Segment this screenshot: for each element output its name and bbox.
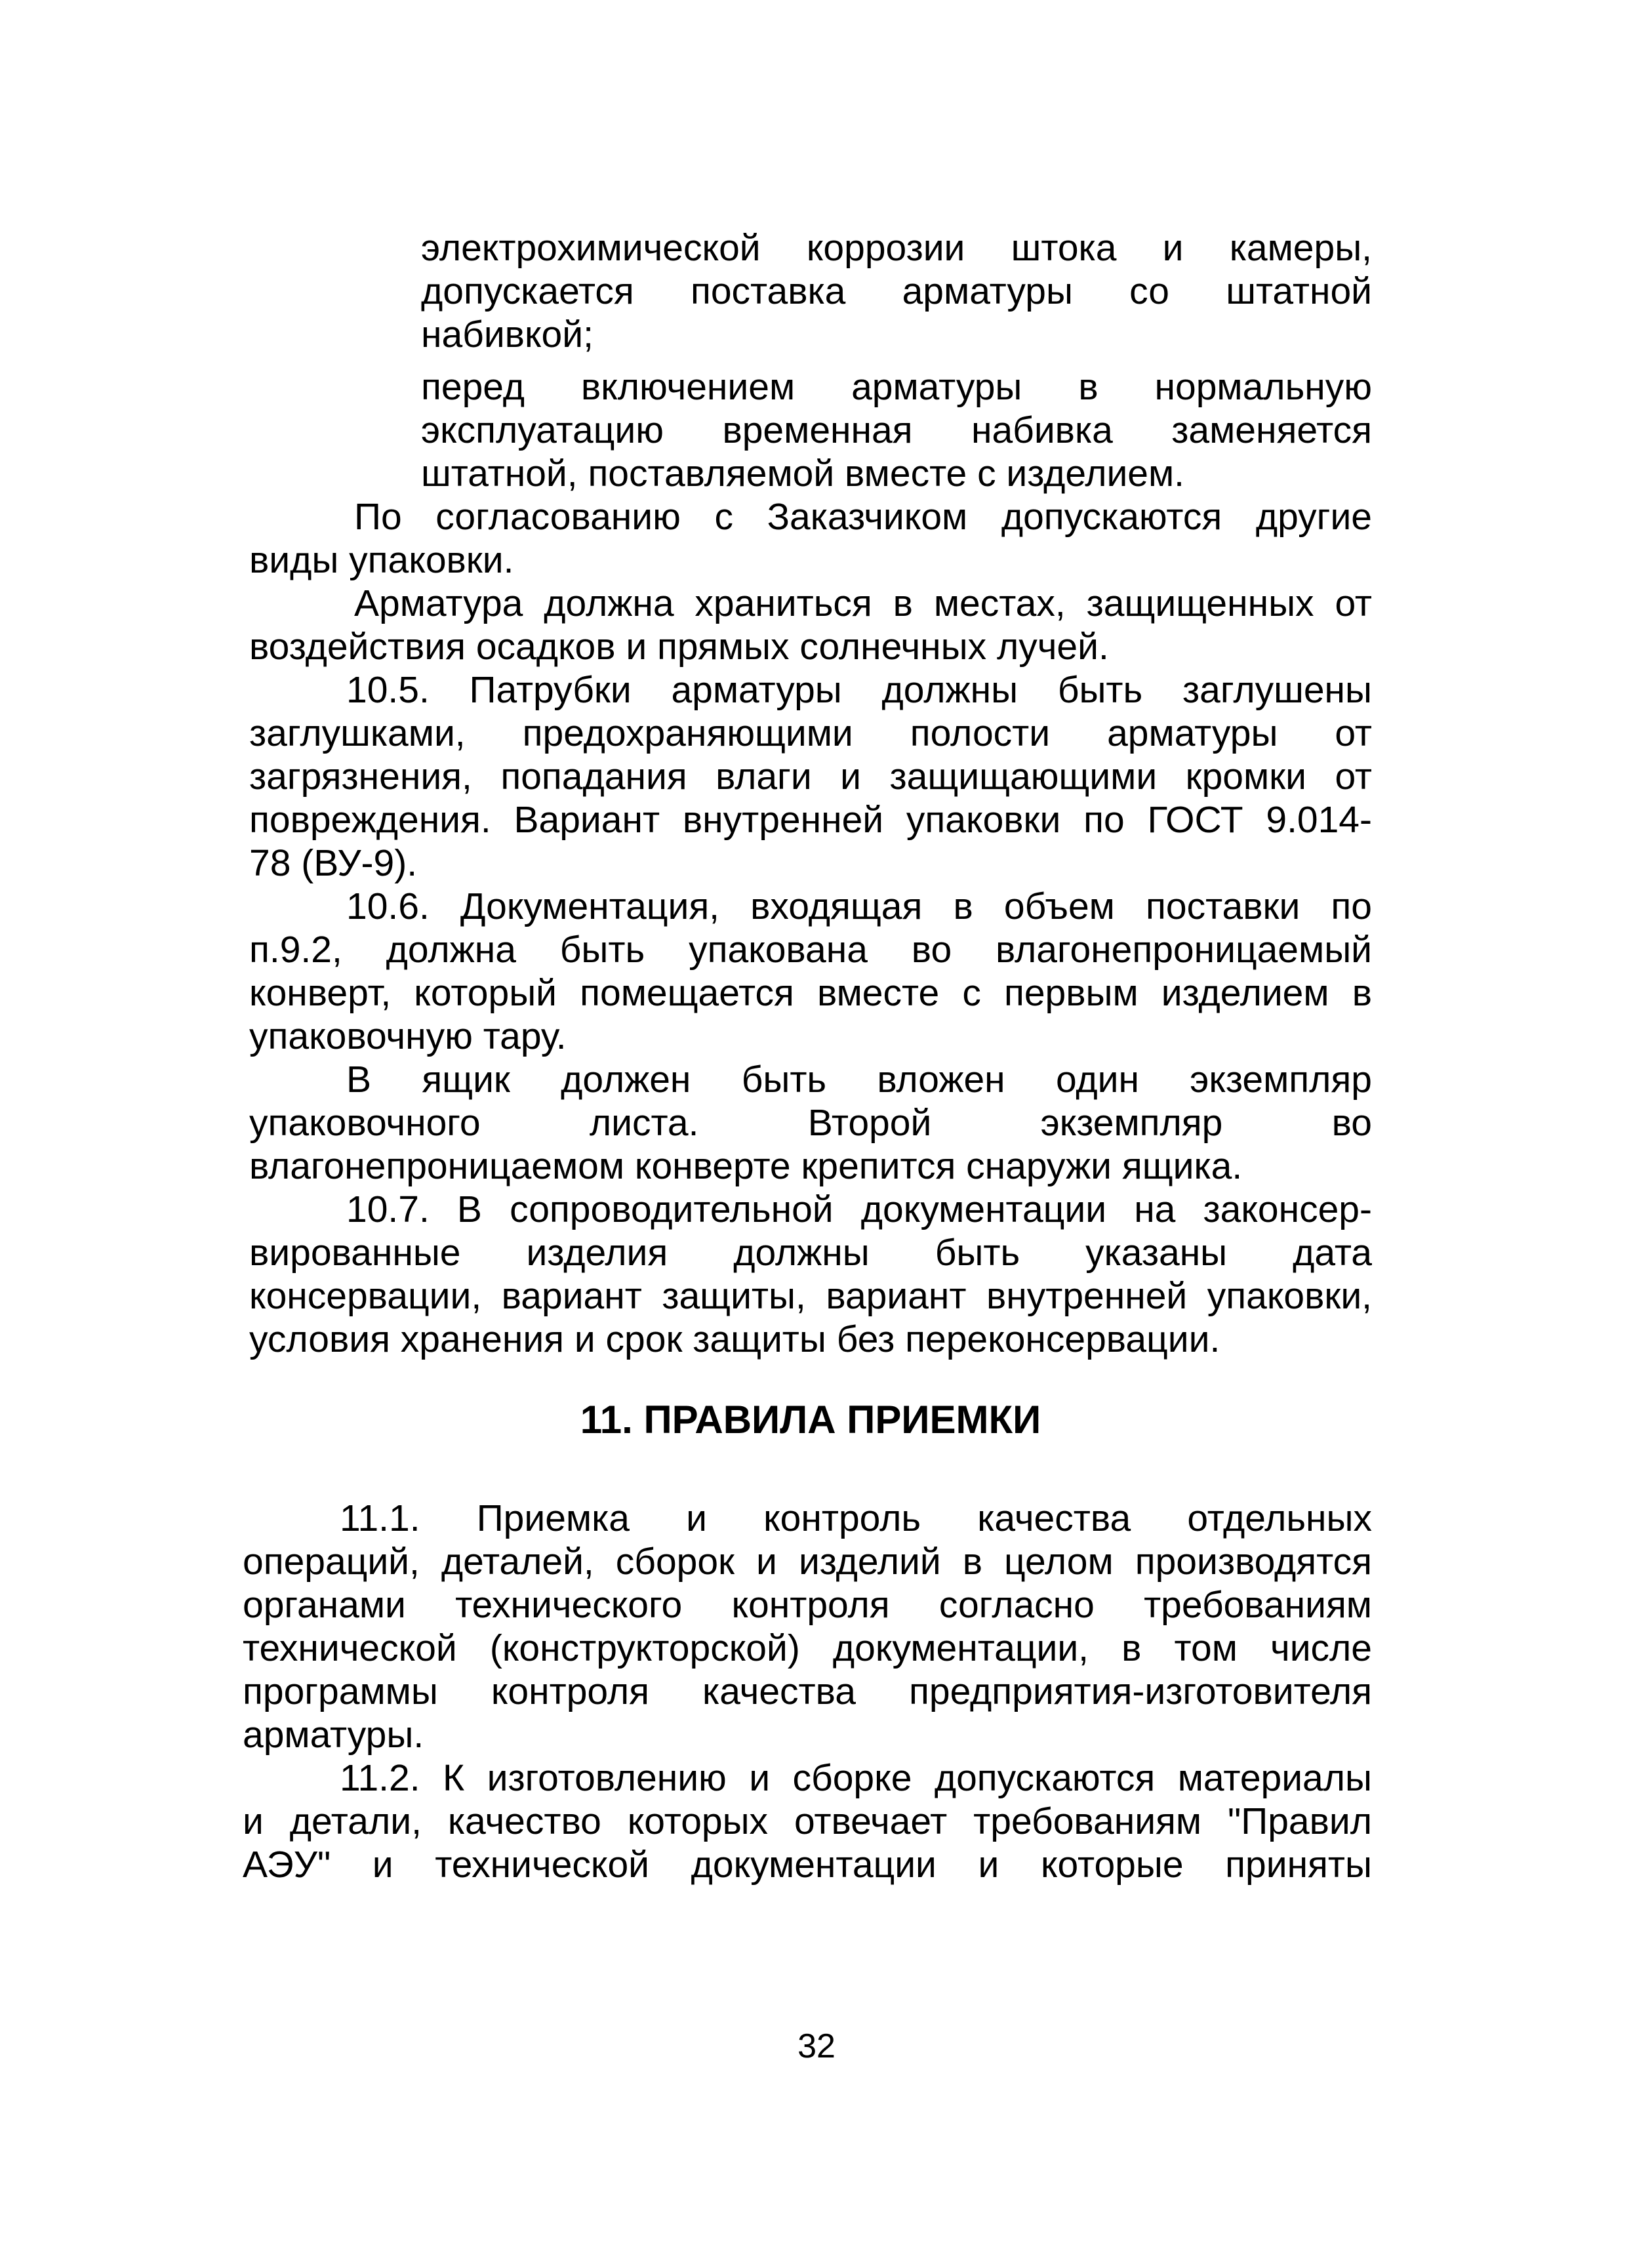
text-line: упаковочную тару. bbox=[249, 1015, 567, 1057]
text-line: штатной, поставляемой вместе с изделием. bbox=[421, 453, 1185, 495]
text-line: Арматура должна храниться в местах, защищенных от bbox=[354, 582, 1372, 624]
text-line: условия хранения и срок защиты без переконсервации. bbox=[249, 1318, 1220, 1360]
page-number: 32 bbox=[797, 2027, 836, 2065]
text-section-bottom bbox=[243, 1497, 1372, 1886]
text-line: В ящик должен быть вложен один экземпляр bbox=[346, 1059, 1372, 1101]
text-line: заглушками, предохраняющими полости арматуры от bbox=[249, 712, 1372, 754]
text-line: повреждения. Вариант внутренней упаковки по ГОСТ 9.014- bbox=[249, 799, 1372, 841]
text-line: воздействия осадков и прямых солнечных лучей. bbox=[249, 626, 1109, 668]
section-heading: 11. ПРАВИЛА ПРИЕМКИ bbox=[580, 1398, 1041, 1442]
text-line: допускается поставка арматуры со штатной bbox=[421, 270, 1372, 312]
text-section-top bbox=[249, 226, 1372, 1361]
text-line: консервации, вариант защиты, вариант внутренней упаковки, bbox=[249, 1275, 1372, 1317]
text-line: органами технического контроля согласно требованиям bbox=[243, 1584, 1372, 1626]
text-line: 10.7. В сопроводительной документации на законсер- bbox=[346, 1188, 1372, 1230]
list-item-gap bbox=[249, 356, 1372, 365]
text-line: конверт, который помещается вместе с первым изделием в bbox=[249, 972, 1372, 1014]
text-line: программы контроля качества предприятия-изготовителя bbox=[243, 1671, 1372, 1712]
text-line: п.9.2, должна быть упакована во влагонепроницаемый bbox=[249, 929, 1372, 971]
text-line: 11.1. Приемка и контроль качества отдельных bbox=[340, 1497, 1372, 1539]
text-line: АЭУ" и технической документации и которые приняты bbox=[243, 1844, 1372, 1886]
text-line: загрязнения, попадания влаги и защищающими кромки от bbox=[249, 756, 1372, 798]
text-line: технической (конструкторской) документации, в том числе bbox=[243, 1627, 1372, 1669]
text-line: 10.5. Патрубки арматуры должны быть заглушены bbox=[346, 669, 1372, 711]
text-line: эксплуатацию временная набивка заменяется bbox=[421, 409, 1372, 451]
text-line: влагонепроницаемом конверте крепится снаружи ящика. bbox=[249, 1145, 1243, 1187]
text-line: По согласованию с Заказчиком допускаются другие bbox=[354, 496, 1372, 538]
text-line: 78 (ВУ-9). bbox=[249, 842, 418, 884]
text-line: электрохимической коррозии штока и камеры, bbox=[421, 227, 1372, 269]
text-line: 10.6. Документация, входящая в объем поставки по bbox=[346, 885, 1372, 927]
text-line: упаковочного листа. Второй экземпляр во bbox=[249, 1102, 1372, 1144]
text-line: и детали, качество которых отвечает требованиям "Правил bbox=[243, 1800, 1372, 1842]
text-line: набивкой; bbox=[421, 314, 594, 355]
text-line: виды упаковки. bbox=[249, 539, 514, 581]
text-line: операций, деталей, сборок и изделий в целом производятся bbox=[243, 1541, 1372, 1583]
text-line: вированные изделия должны быть указаны дата bbox=[249, 1232, 1372, 1274]
text-line: 11.2. К изготовлению и сборке допускаются материалы bbox=[340, 1757, 1372, 1799]
text-line: перед включением арматуры в нормальную bbox=[421, 366, 1372, 408]
text-line: арматуры. bbox=[243, 1714, 424, 1756]
